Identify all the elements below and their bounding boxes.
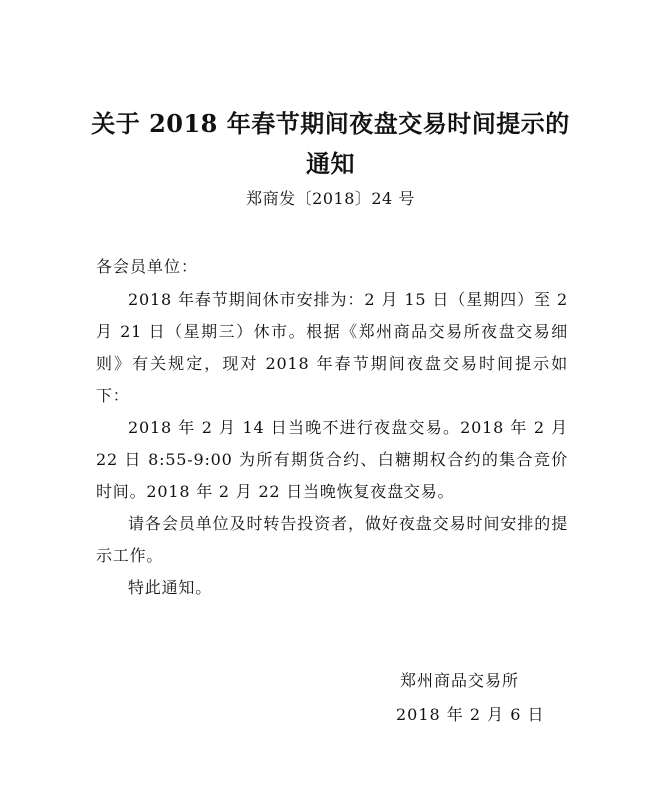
document-number: 郑商发〔2018〕24 号 xyxy=(246,189,415,208)
notice-title-line-1: 关于 2018 年春节期间夜盘交易时间提示的 xyxy=(91,109,570,138)
notice-title xyxy=(60,104,601,184)
notice-title-line-2: 通知 xyxy=(306,149,355,178)
paragraph-holiday-schedule: 2018 年春节期间休市安排为：2 月 15 日（星期四）至 2 月 21 日（星期三）休市。根据《郑州商品交易所夜盘交易细则》有关规定，现对 2018 年春节期间夜盘交易时间提示如下： xyxy=(96,290,568,405)
paragraph-closing: 特此通知。 xyxy=(128,578,213,597)
salutation: 各会员单位： xyxy=(96,257,199,276)
issuer-name: 郑州商品交易所 xyxy=(400,671,520,690)
paragraph-trading-times: 2018 年 2 月 14 日当晚不进行夜盘交易。2018 年 2 月 22 日 8:55-9:00 为所有期货合约、白糖期权合约的集合竞价时间。2018 年 2 月 22 日当晚恢复夜盘交易。 xyxy=(96,418,568,501)
issue-date: 2018 年 2 月 6 日 xyxy=(396,705,545,724)
paragraph-request: 请各会员单位及时转告投资者，做好夜盘交易时间安排的提示工作。 xyxy=(96,514,568,565)
